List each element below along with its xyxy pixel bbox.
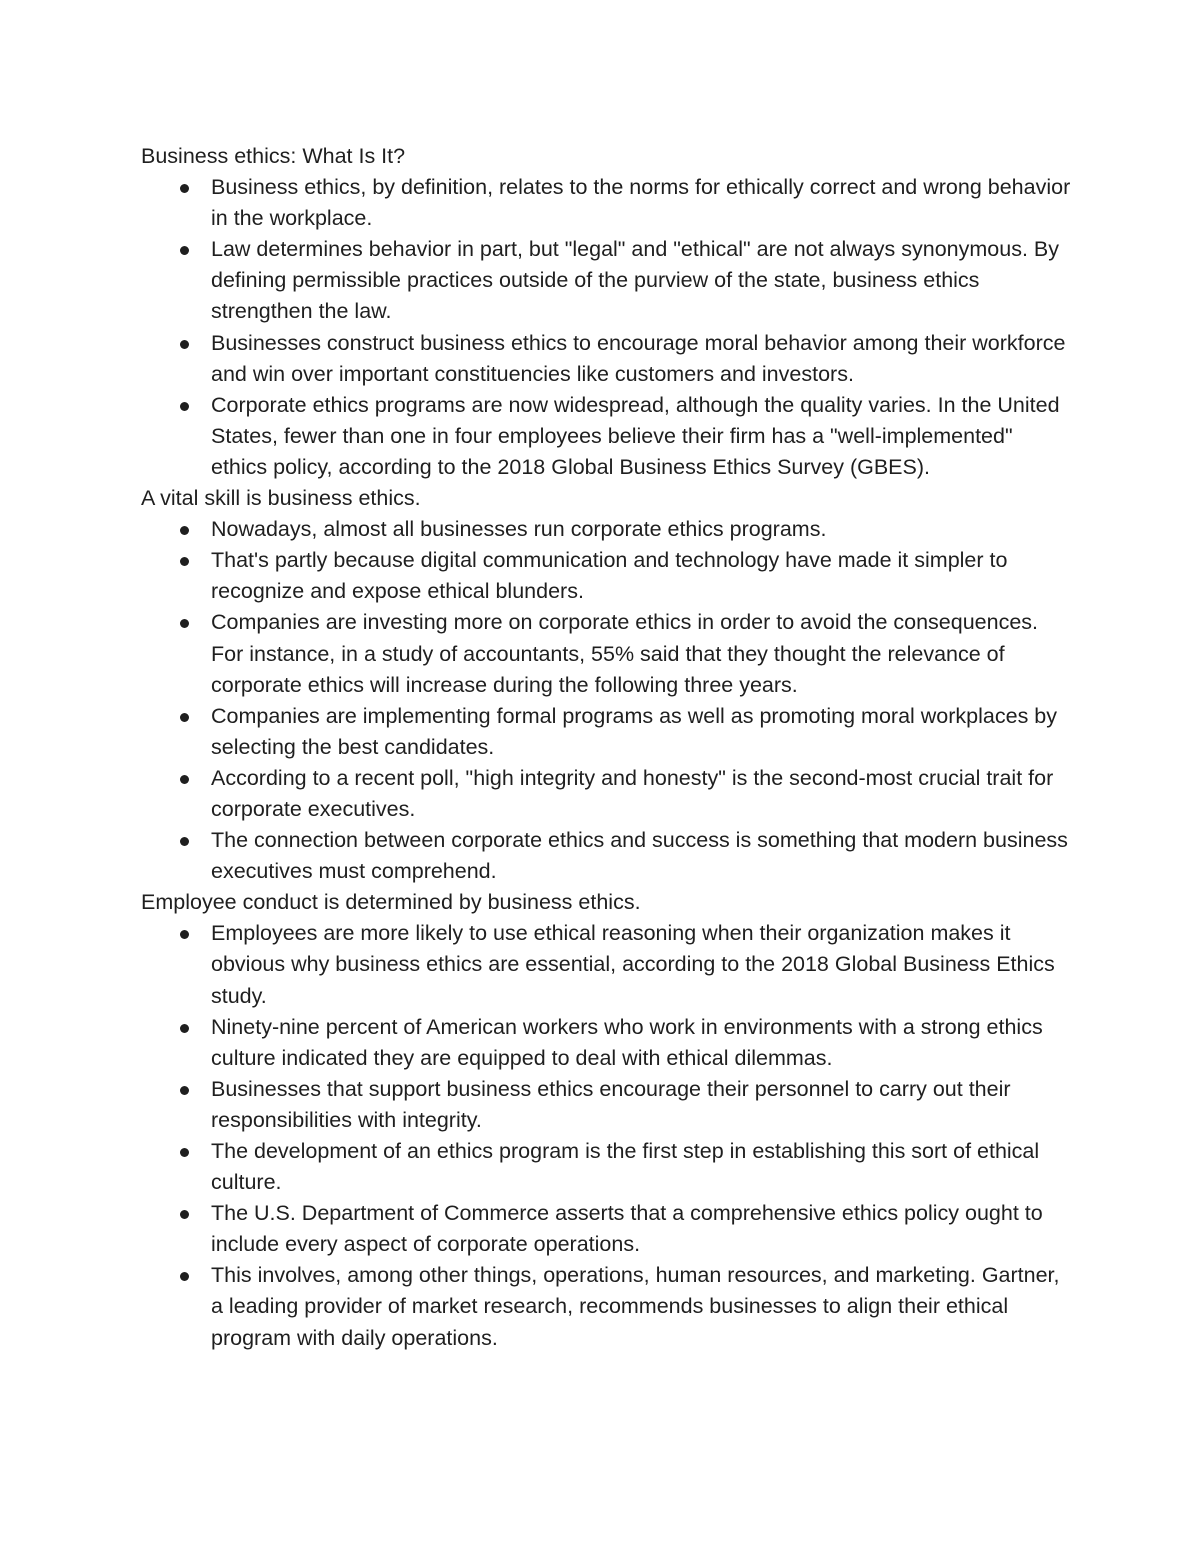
- bullet-dot-icon: [180, 1148, 189, 1157]
- list-item: [211, 1260, 1071, 1353]
- document-body: [141, 141, 1071, 1354]
- bullet-dot-icon: [180, 930, 189, 939]
- list-item: [211, 1136, 1071, 1198]
- list-item: [211, 545, 1071, 607]
- bullet-dot-icon: [180, 1272, 189, 1281]
- list-item-text: Businesses that support business ethics encourage their personnel to carry out their responsibilities with integrity.: [211, 1076, 1011, 1132]
- list-item-text: The U.S. Department of Commerce asserts that a comprehensive ethics policy ought to include every aspect of corporate operations.: [211, 1201, 1043, 1257]
- list-item-text: Nowadays, almost all businesses run corporate ethics programs.: [211, 517, 827, 542]
- bullet-dot-icon: [180, 402, 189, 411]
- list-item: [211, 701, 1071, 763]
- list-item-text: Business ethics, by definition, relates to the norms for ethically correct and wrong behavior in the workplace.: [211, 175, 1071, 231]
- list-item-text: Corporate ethics programs are now widespread, although the quality varies. In the United States, fewer than one in four employees believe their firm has a "well-implemented" ethics policy, according to the 2018 Global Business Ethics Survey (GBES).: [211, 392, 1060, 479]
- bullet-dot-icon: [180, 1024, 189, 1033]
- list-item-text: The development of an ethics program is the first step in establishing this sort of ethical culture.: [211, 1139, 1040, 1195]
- bullet-list-employee-conduct: [141, 918, 1071, 1353]
- bullet-list-vital-skill: [141, 514, 1071, 887]
- list-item: [211, 825, 1071, 887]
- bullet-dot-icon: [180, 1210, 189, 1219]
- list-item-text: Employees are more likely to use ethical reasoning when their organization makes it obvious why business ethics are essential, according to the 2018 Global Business Ethics study.: [211, 921, 1055, 1008]
- list-item: [211, 328, 1071, 390]
- list-item: [211, 1074, 1071, 1136]
- list-item-text: Law determines behavior in part, but "legal" and "ethical" are not always synonymous. By defining permissible practices outside of the purview of the state, business ethics strengthen the law.: [211, 237, 1059, 324]
- bullet-dot-icon: [180, 1086, 189, 1095]
- section-heading-what-is-it: Business ethics: What Is It?: [141, 144, 406, 168]
- list-item-text: Companies are investing more on corporate ethics in order to avoid the consequences. For instance, in a study of accountants, 55% said that they thought the relevance of corporate ethics will increase during the following three years.: [211, 610, 1039, 697]
- list-item-text: That's partly because digital communication and technology have made it simpler to recognize and expose ethical blunders.: [211, 548, 1008, 604]
- list-item: [211, 1198, 1071, 1260]
- section-heading-employee-conduct: Employee conduct is determined by business ethics.: [141, 890, 641, 915]
- bullet-dot-icon: [180, 184, 189, 193]
- list-item: [211, 514, 1071, 545]
- bullet-dot-icon: [180, 775, 189, 784]
- section-heading-vital-skill: A vital skill is business ethics.: [141, 486, 421, 511]
- list-item: [211, 234, 1071, 327]
- list-item-text: Businesses construct business ethics to encourage moral behavior among their workforce and win over important constituencies like customers and investors.: [211, 330, 1066, 386]
- bullet-list-what-is-it: [141, 172, 1071, 483]
- bullet-dot-icon: [180, 557, 189, 566]
- bullet-dot-icon: [180, 526, 189, 535]
- list-item-text: Ninety-nine percent of American workers who work in environments with a strong ethics culture indicated they are equipped to deal with ethical dilemmas.: [211, 1014, 1043, 1070]
- list-item-text: Companies are implementing formal programs as well as promoting moral workplaces by selecting the best candidates.: [211, 703, 1058, 759]
- list-item-text: This involves, among other things, operations, human resources, and marketing. Gartner, a leading provider of market research, recommends businesses to align their ethical program with daily operations.: [211, 1263, 1060, 1350]
- list-item: [211, 1012, 1071, 1074]
- bullet-dot-icon: [180, 340, 189, 349]
- bullet-dot-icon: [180, 246, 189, 255]
- list-item: [211, 607, 1071, 700]
- list-item-text: According to a recent poll, "high integrity and honesty" is the second-most crucial trait for corporate executives.: [211, 765, 1054, 821]
- list-item: [211, 172, 1071, 234]
- list-item: [211, 763, 1071, 825]
- bullet-dot-icon: [180, 837, 189, 846]
- bullet-dot-icon: [180, 619, 189, 628]
- list-item: [211, 918, 1071, 1011]
- list-item-text: The connection between corporate ethics and success is something that modern business executives must comprehend.: [211, 828, 1068, 884]
- bullet-dot-icon: [180, 713, 189, 722]
- list-item: [211, 390, 1071, 483]
